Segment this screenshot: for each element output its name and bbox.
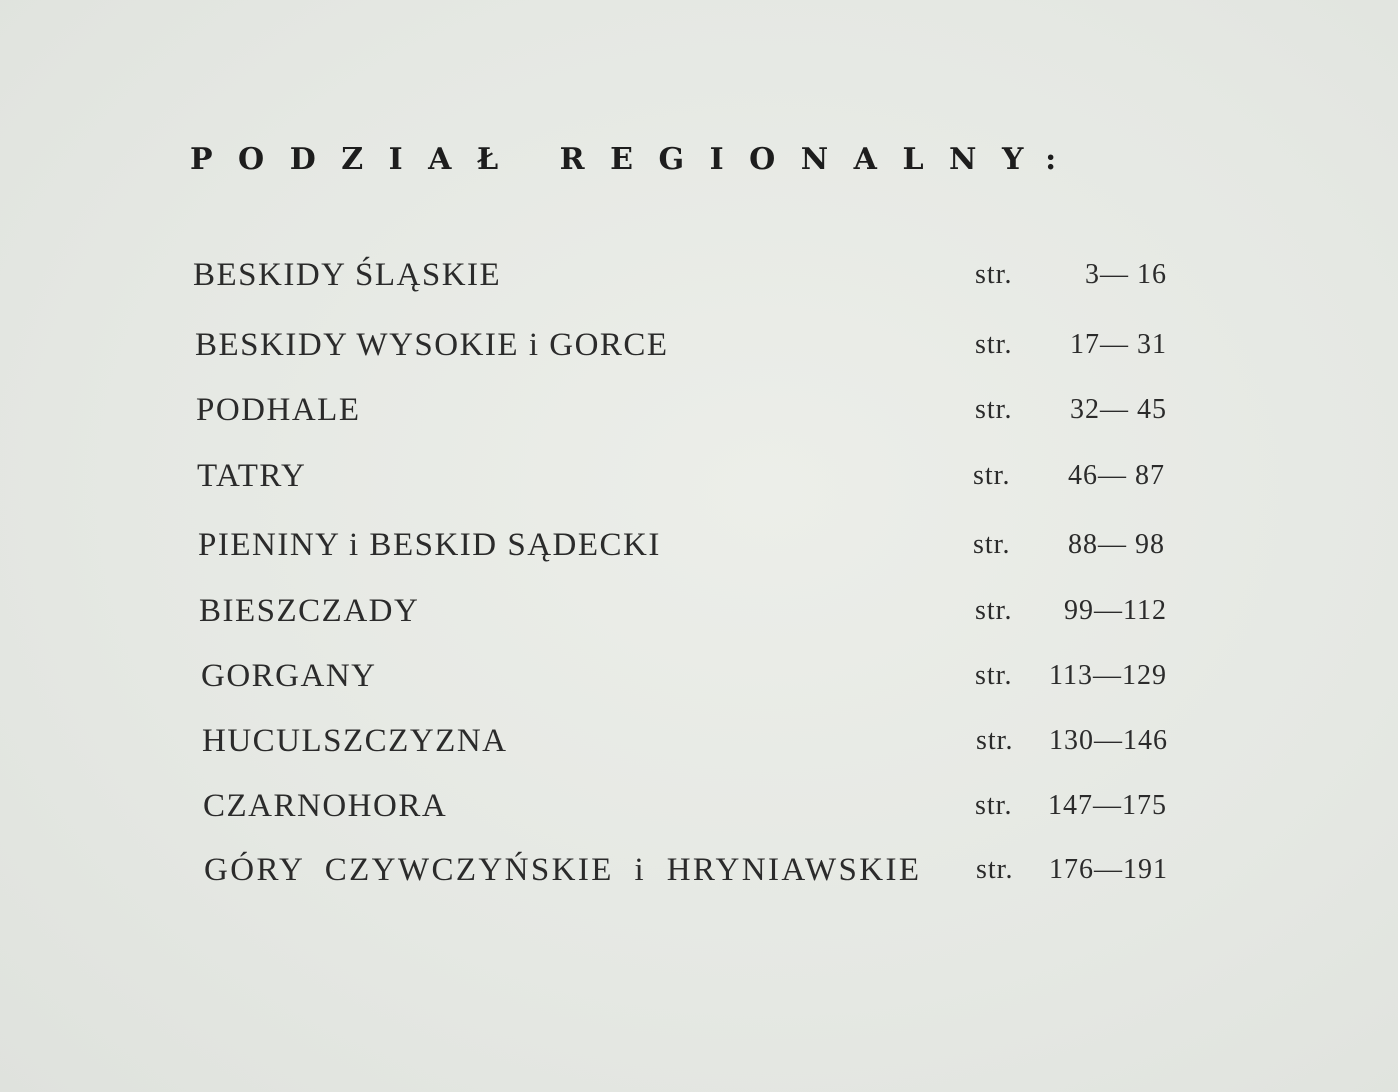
page-prefix: str. <box>976 854 1014 885</box>
page-range <box>976 721 1176 761</box>
page-prefix: str. <box>975 660 1013 691</box>
page-range <box>973 456 1173 496</box>
page-range <box>975 656 1175 696</box>
page-range <box>973 525 1173 565</box>
page-range <box>975 786 1175 826</box>
page-prefix: str. <box>975 790 1013 821</box>
page-prefix: str. <box>975 394 1013 425</box>
page-numbers: 99—112 <box>1064 595 1167 626</box>
page-prefix: str. <box>975 329 1013 360</box>
page-prefix: str. <box>975 595 1013 626</box>
region-name: TATRY <box>197 458 307 494</box>
region-name: BESKIDY ŚLĄSKIE <box>193 257 502 293</box>
page-numbers: 176—191 <box>1049 854 1168 885</box>
page-prefix: str. <box>973 460 1011 491</box>
page-heading: PODZIAŁ REGIONALNY: <box>190 142 1082 177</box>
page-range <box>975 325 1175 365</box>
page-numbers: 88— 98 <box>1068 529 1165 560</box>
page-numbers: 113—129 <box>1049 660 1167 691</box>
page-prefix: str. <box>976 725 1014 756</box>
region-name: GÓRY CZYWCZYŃSKIE i HRYNIAWSKIE <box>204 852 922 888</box>
page-range <box>976 850 1176 890</box>
region-name: PIENINY i BESKID SĄDECKI <box>198 527 661 563</box>
region-name: BIESZCZADY <box>199 593 420 629</box>
page-numbers: 130—146 <box>1049 725 1168 756</box>
region-name: HUCULSZCZYZNA <box>202 723 508 759</box>
page-numbers: 147—175 <box>1048 790 1167 821</box>
page-range <box>975 591 1175 631</box>
region-name: BESKIDY WYSOKIE i GORCE <box>195 327 669 363</box>
page-numbers: 17— 31 <box>1070 329 1167 360</box>
region-name: GORGANY <box>201 658 377 694</box>
region-name: PODHALE <box>196 392 361 428</box>
page-numbers: 3— 16 <box>1085 259 1167 290</box>
page-prefix: str. <box>975 259 1013 290</box>
page-range <box>975 390 1175 430</box>
region-name: CZARNOHORA <box>203 788 448 824</box>
page-prefix: str. <box>973 529 1011 560</box>
page-range <box>975 255 1175 295</box>
page-numbers: 32— 45 <box>1070 394 1167 425</box>
page-numbers: 46— 87 <box>1068 460 1165 491</box>
